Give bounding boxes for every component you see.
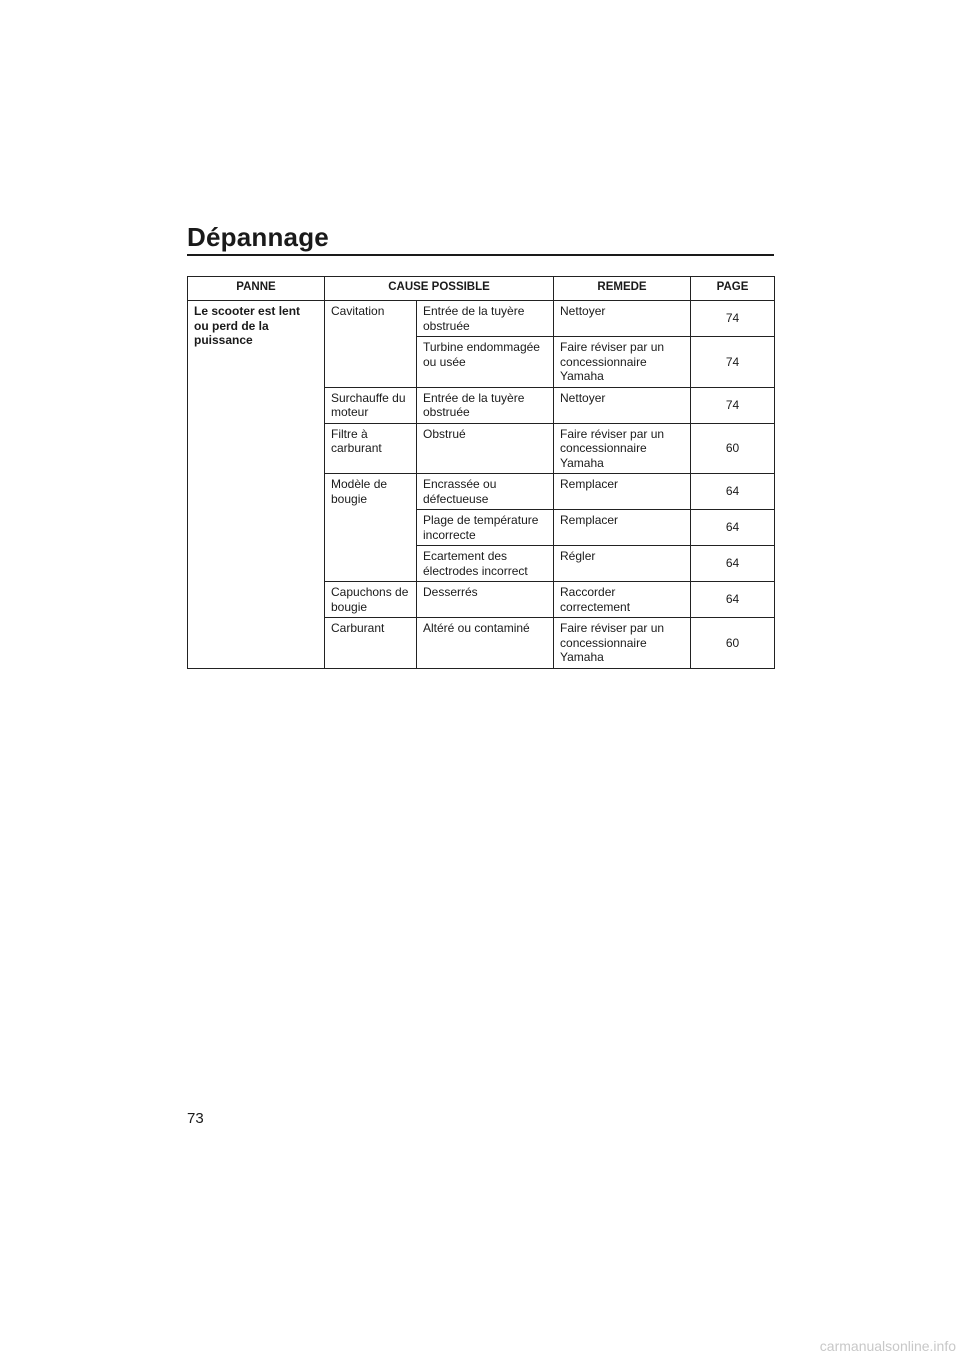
page-cell: 64 (691, 510, 775, 546)
header-remede: REMEDE (554, 277, 691, 301)
remede-cell: Faire réviser par un concessionnaire Yamaha (554, 337, 691, 388)
detail-cell: Obstrué (417, 423, 554, 474)
remede-cell: Nettoyer (554, 301, 691, 337)
cause-cell: Modèle de bougie (325, 474, 417, 582)
remede-cell: Régler (554, 546, 691, 582)
detail-cell: Entrée de la tuyère obstruée (417, 301, 554, 337)
cause-cell: Filtre à carburant (325, 423, 417, 474)
cause-cell: Cavitation (325, 301, 417, 388)
remede-cell: Remplacer (554, 510, 691, 546)
page-cell: 74 (691, 337, 775, 388)
page-cell: 74 (691, 387, 775, 423)
title-rule (187, 254, 774, 256)
page-cell: 74 (691, 301, 775, 337)
detail-cell: Entrée de la tuyère obstruée (417, 387, 554, 423)
detail-cell: Altéré ou contaminé (417, 618, 554, 669)
cause-cell: Surchauffe du moteur (325, 387, 417, 423)
troubleshooting-table (187, 276, 775, 669)
detail-cell: Ecartement des électrodes incorrect (417, 546, 554, 582)
remede-cell: Nettoyer (554, 387, 691, 423)
detail-cell: Encrassée ou défectueuse (417, 474, 554, 510)
remede-cell: Faire réviser par un concessionnaire Yamaha (554, 618, 691, 669)
header-panne: PANNE (188, 277, 325, 301)
table-row (188, 301, 775, 337)
panne-cell: Le scooter est lent ou perd de la puissance (188, 301, 325, 669)
page-cell: 64 (691, 474, 775, 510)
page-cell: 60 (691, 618, 775, 669)
table-header-row (188, 277, 775, 301)
remede-cell: Faire réviser par un concessionnaire Yamaha (554, 423, 691, 474)
header-cause: CAUSE POSSIBLE (325, 277, 554, 301)
page-cell: 60 (691, 423, 775, 474)
detail-cell: Plage de température incorrecte (417, 510, 554, 546)
watermark: carmanualsonline.info (819, 1338, 956, 1354)
header-page: PAGE (691, 277, 775, 301)
detail-cell: Turbine endommagée ou usée (417, 337, 554, 388)
detail-cell: Desserrés (417, 582, 554, 618)
page-cell: 64 (691, 546, 775, 582)
cause-cell: Capuchons de bougie (325, 582, 417, 618)
page-title: Dépannage (187, 222, 329, 252)
page-cell: 64 (691, 582, 775, 618)
page-number: 73 (187, 1110, 204, 1127)
remede-cell: Remplacer (554, 474, 691, 510)
cause-cell: Carburant (325, 618, 417, 669)
remede-cell: Raccorder correctement (554, 582, 691, 618)
